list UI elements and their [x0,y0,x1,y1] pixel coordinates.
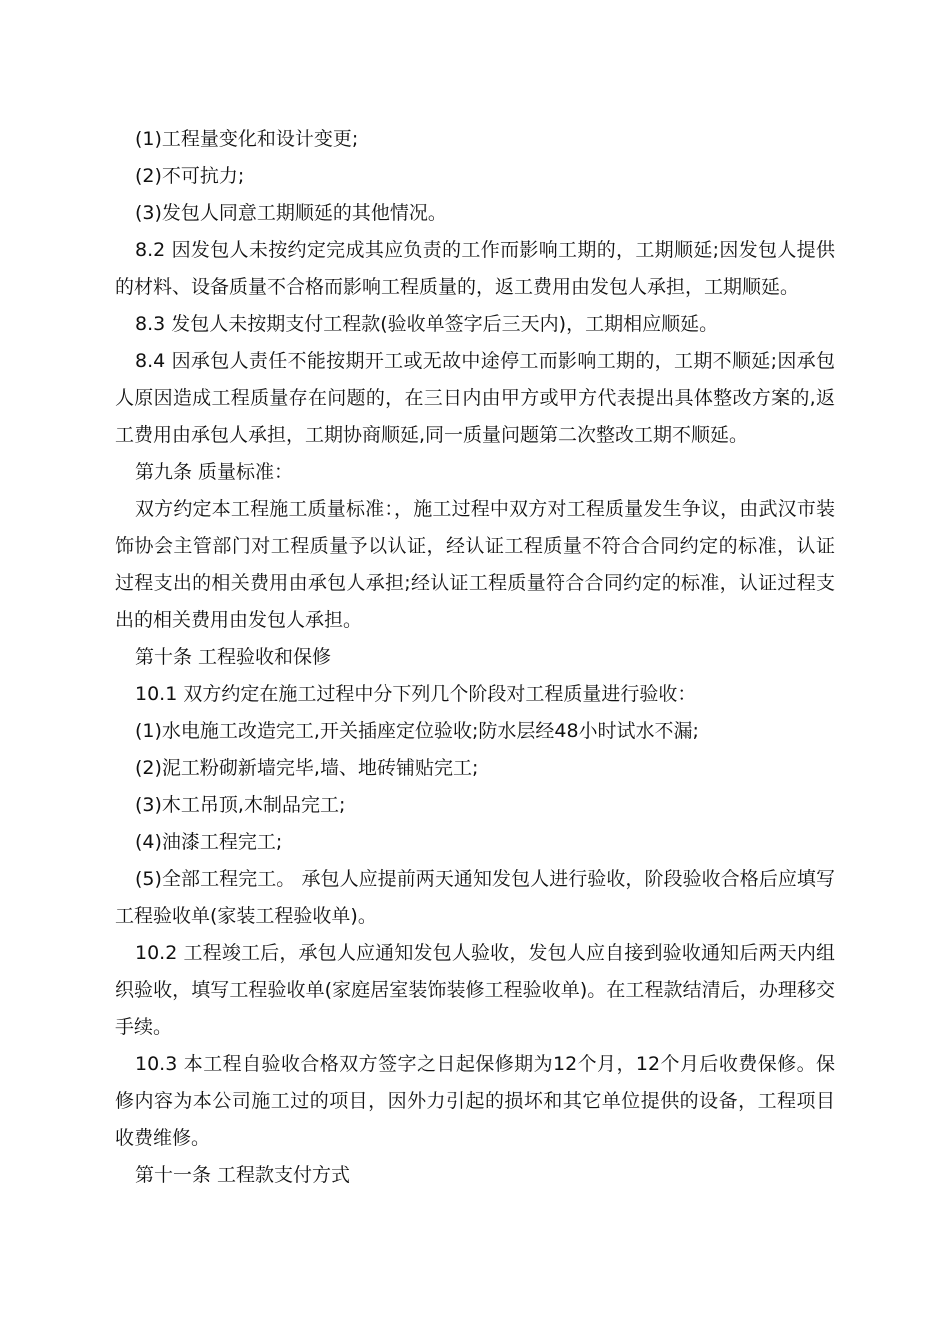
article-9-heading: 第九条 质量标准： [135,461,294,483]
clause-8-4: 8.4 因承包人责任不能按期开工或无故中途停工而影响工期的，工期不顺延;因承包人原因造成工程质量存在问题的，在三日内由甲方或甲方代表提出具体整改方案的,返工费用由承包人承担，工期协商顺延,同一质量问题第二次整改工期不顺延。 [115,350,835,446]
clause-10-1-item-4: (4)油漆工程完工; [135,831,283,853]
document-body [115,121,835,1194]
clause-10-3: 10.3 本工程自验收合格双方签字之日起保修期为12个月，12个月后收费保修。保修内容为本公司施工过的项目，因外力引起的损坏和其它单位提供的设备，工程项目收费维修。 [115,1053,835,1149]
clause-10-2: 10.2 工程竣工后，承包人应通知发包人验收，发包人应自接到验收通知后两天内组织验收，填写工程验收单(家庭居室装饰装修工程验收单)。在工程款结清后，办理移交手续。 [115,942,835,1038]
clause-10-1-item-3: (3)木工吊顶,木制品完工; [135,794,346,816]
clause-8-1-item-3: (3)发包人同意工期顺延的其他情况。 [135,202,447,224]
article-11-heading: 第十一条 工程款支付方式 [135,1164,351,1186]
clause-8-1-item-2: (2)不可抗力; [135,165,245,187]
clause-8-2: 8.2 因发包人未按约定完成其应负责的工作而影响工期的，工期顺延;因发包人提供的材料、设备质量不合格而影响工程质量的，返工费用由发包人承担，工期顺延。 [115,239,835,298]
article-9-body: 双方约定本工程施工质量标准：，施工过程中双方对工程质量发生争议，由武汉市装饰协会主管部门对工程质量予以认证，经认证工程质量不符合合同约定的标准，认证过程支出的相关费用由承包人承担;经认证工程质量符合合同约定的标准，认证过程支出的相关费用由发包人承担。 [115,498,835,631]
clause-10-1-item-2: (2)泥工粉砌新墙完毕,墙、地砖铺贴完工; [135,757,479,779]
clause-10-1: 10.1 双方约定在施工过程中分下列几个阶段对工程质量进行验收： [135,683,697,705]
clause-8-1-item-1: (1)工程量变化和设计变更; [135,128,359,150]
clause-10-1-item-1: (1)水电施工改造完工,开关插座定位验收;防水层经48小时试水不漏; [135,720,699,742]
clause-10-1-item-5: (5)全部工程完工。 承包人应提前两天通知发包人进行验收，阶段验收合格后应填写工程验收单(家装工程验收单)。 [115,868,835,927]
clause-8-3: 8.3 发包人未按期支付工程款(验收单签字后三天内)，工期相应顺延。 [135,313,719,335]
article-10-heading: 第十条 工程验收和保修 [135,646,332,668]
